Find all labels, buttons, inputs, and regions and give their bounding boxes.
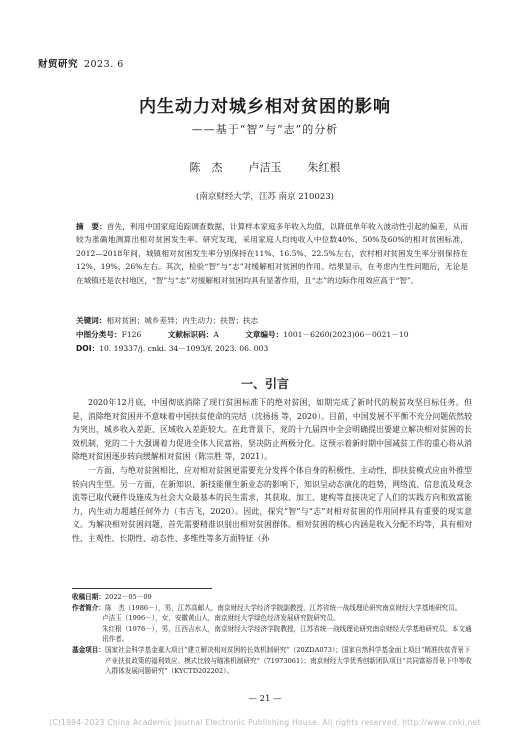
- keywords-text: 相对贫困；城乡差异；内生动力；扶智；扶志: [106, 316, 259, 325]
- article-number-value: 1001－6260(2023)06－0021－10: [283, 330, 409, 339]
- author-bio: [72, 624, 472, 645]
- doc-code-value: A: [213, 330, 219, 339]
- author-name: 陈 杰: [189, 161, 223, 174]
- doi-label: DOI：: [76, 344, 100, 353]
- received-value: 2022－05－09: [104, 593, 152, 601]
- affiliation: (南京财经大学，江苏 南京 210023): [196, 192, 334, 202]
- abstract-label: 摘 要：: [76, 222, 107, 231]
- abstract: [76, 220, 468, 287]
- author-list: [0, 159, 530, 175]
- fund-label: 基金项目：: [72, 645, 105, 654]
- section-heading: 一、引言: [240, 377, 289, 391]
- keywords-label: 关键词：: [76, 316, 107, 325]
- doi-value: 10. 19337/j. cnki. 34－1093/f. 2023. 06. 003: [99, 344, 269, 353]
- author-bio: [72, 613, 472, 624]
- journal-issue: 2023. 6: [84, 59, 124, 70]
- journal-name: 财贸研究: [38, 59, 79, 70]
- keywords: [76, 314, 476, 327]
- author-bio-line: 陈 杰（1986－），男，江苏高邮人，南京财经大学经济学院副教授，江苏省统一战线理论研究南京财经大学基地研究员。: [104, 603, 462, 612]
- copyright-footer: (C)1994-2023 China Academic Journal Electronic Publishing House. All rights reserved. http://www.cnki.net: [49, 718, 481, 727]
- received-date: [72, 592, 472, 603]
- classification-line: [76, 328, 476, 341]
- footnotes: [72, 592, 472, 677]
- doc-code-label: 文献标识码：: [167, 330, 214, 339]
- body-text: [72, 396, 472, 546]
- article-number-label: 文章编号：: [245, 330, 284, 339]
- paragraph: 一方面，与绝对贫困相比，应对相对贫困更需要充分发挥个体自身的积极性、主动性，即扶贫模式应由外推型转向内生型。另一方面，在新知识、新技能催生新业态的影响下，知识呈动态演化的趋势，网络流、信息流及观念流等已取代硬件设施成为社会大众最基本的民生需求，其获取、加工、建构等直接决定了人们的实践方向和致富能力，内生动力超越任何外力（韦吉飞，2020）。因此，探究“智”与“志”对相对贫困的作用同样具有重要的现实意义。为解决相对贫困问题，首先需要精准识别出相对贫困群体。相对贫困的核心内涵是收入分配不均等，具有相对性、主观性、长期性、动态性、多维性等多方面特征（孙: [72, 465, 472, 543]
- footnote-divider: [72, 588, 212, 589]
- page-number: — 21 —: [248, 694, 282, 704]
- paragraph: 2020年12月底，中国彻底消除了现行贫困标准下的绝对贫困，如期完成了新时代的脱贫攻坚目标任务。但是，消除绝对贫困并不意味着中国扶贫使命的完结（沈扬扬 等，2020）。目前，中国发展不平衡不充分问题依然较为突出，城乡收入差距、区域收入差距较大。在此背景下，党的十九届四中全会明确提出要建立解决相对贫困的长效机制，党的二十大强调着力促进全体人民富裕，坚决防止两极分化。这预示着新时期中国减贫工作的重心将从消除绝对贫困逐步转向缓解相对贫困（陈宗胜 等，2021）。: [72, 398, 472, 462]
- author-bio-label: 作者简介：: [72, 603, 105, 612]
- author-bio-line: 卢洁玉（1996－），女，安徽黄山人，南京财经大学绿色经济发展研究院研究员。: [102, 614, 340, 623]
- paper-title: 内生动力对城乡相对贫困的影响: [139, 97, 391, 117]
- doi-line: [76, 342, 476, 355]
- journal-header: [38, 56, 124, 70]
- fund-text: 国家社会科学基金重大项目“建立解决相对贫困的长效机制研究”（20ZDA073）；国家自然科学基金面上项目“精准扶贫背景下产业扶贫政策的福利效应、模式比较与瞄准机制研究”（71973061）；南京财经大学优秀创新团队项目“共同富裕背景下中等收入群体发展问题研究”（KYCTD202202）。: [104, 645, 472, 676]
- author-bio-line: 朱红根（1976－），男，江西吉水人，南京财经大学经济学院教授，江苏省统一战线理论研究南京财经大学基地研究员。本文通讯作者。: [102, 624, 472, 644]
- fund-info: [72, 645, 472, 677]
- paper-subtitle: ——基于“智”与“志”的分析: [191, 123, 339, 136]
- clc-label: 中图分类号：: [76, 330, 122, 339]
- author-name: 朱红根: [307, 161, 341, 174]
- received-label: 收稿日期：: [72, 593, 105, 601]
- abstract-text: 首先，利用中国家庭追踪调查数据，计算样本家庭多年收入均值，以降低单年收入波动性引起的偏差，从而较为准确地测算出相对贫困发生率。研究发现，采用家庭人均纯收入中位数40%、50%及60%的相对贫困标准，2012—2018年间，城镇相对贫困发生率分别保持在11%、16.5%、22.5%左右，农村相对贫困发生率分别保持在12%、19%、26%左右。其次，检验“智”与“志”对缓解相对贫困的作用。结果显示，在考虑内生性问题后，无论是在城镇还是农村地区，“智”与“志”对缓解相对贫困均具有显著作用，且“志”的边际作用效应高于“智”。: [76, 222, 469, 285]
- author-bio: [72, 603, 472, 614]
- clc-value: F126: [121, 330, 142, 339]
- author-name: 卢洁玉: [248, 161, 282, 174]
